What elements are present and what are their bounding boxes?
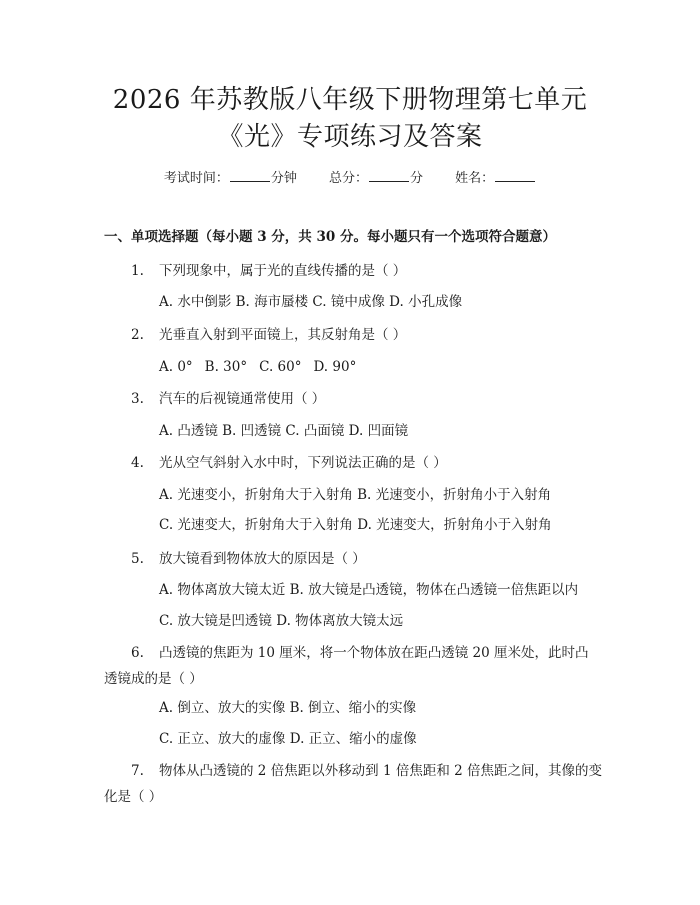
question-stem: 光从空气斜射入水中时，下列说法正确的是（ ） <box>159 455 447 471</box>
name-label: 姓名： <box>455 171 495 186</box>
question-stem: 下列现象中，属于光的直线传播的是（ ） <box>159 263 407 279</box>
question-6-options-2 <box>159 730 420 748</box>
name-blank <box>495 169 535 182</box>
option-line: A. 物体离放大镜太近 B. 放大镜是凸透镜，物体在凸透镜一倍焦距以内 <box>159 582 579 598</box>
question-number: 2. <box>131 327 144 343</box>
title-line-1: 2026 年苏教版八年级下册物理第七单元 <box>112 85 588 115</box>
option-line: A. 水中倒影 B. 海市蜃楼 C. 镜中成像 D. 小孔成像 <box>159 294 463 310</box>
student-name <box>455 169 536 188</box>
time-blank <box>230 169 270 182</box>
exam-meta <box>0 169 700 188</box>
question-6-options-1 <box>159 699 419 717</box>
question-3-options <box>159 422 411 440</box>
question-2-options <box>159 358 368 376</box>
question-3 <box>131 390 325 408</box>
question-4 <box>131 454 447 472</box>
question-1 <box>131 262 406 280</box>
title-line-2: 《光》专项练习及答案 <box>217 122 483 152</box>
question-number: 6. <box>131 645 144 661</box>
option-line: A. 光速变小，折射角大于入射角 B. 光速变小，折射角小于入射角 <box>159 487 552 503</box>
question-number: 1. <box>131 263 144 279</box>
question-4-options-1 <box>159 486 554 504</box>
question-4-options-2 <box>159 516 555 534</box>
question-number: 5. <box>131 551 144 567</box>
question-stem: 汽车的后视镜通常使用（ ） <box>159 391 326 407</box>
time-label: 考试时间： <box>163 171 229 186</box>
total-score <box>329 169 423 188</box>
question-number: 3. <box>131 391 144 407</box>
score-blank <box>369 169 409 182</box>
option-line: C. 放大镜是凹透镜 D. 物体离放大镜太远 <box>159 613 404 629</box>
time-unit: 分钟 <box>270 171 297 186</box>
option-line: A. 倒立、放大的实像 B. 倒立、缩小的实像 <box>159 700 417 716</box>
section-title: 一、单项选择题（每小题 3 分，共 30 分。每小题只有一个选项符合题意） <box>104 229 556 245</box>
option-c: C. 60° <box>259 359 302 375</box>
question-1-options <box>159 293 465 311</box>
score-label: 总分： <box>328 171 368 186</box>
question-2 <box>131 326 406 344</box>
question-6 <box>104 640 602 692</box>
question-number: 4. <box>131 455 144 471</box>
question-stem: 放大镜看到物体放大的原因是（ ） <box>159 551 366 567</box>
option-line: A. 凸透镜 B. 凹透镜 C. 凸面镜 D. 凹面镜 <box>159 423 409 439</box>
question-5-options-2 <box>159 612 406 630</box>
score-unit: 分 <box>410 171 424 186</box>
question-stem: 物体从凸透镜的 2 倍焦距以外移动到 1 倍焦距和 2 倍焦距之间，其像的变化是（ ） <box>104 763 603 805</box>
exam-time <box>164 169 297 188</box>
question-5-options-1 <box>159 581 581 599</box>
question-stem: 光垂直入射到平面镜上，其反射角是（ ） <box>159 327 407 343</box>
question-number: 7. <box>131 763 144 779</box>
option-line: C. 光速变大，折射角大于入射角 D. 光速变大，折射角小于入射角 <box>159 517 552 533</box>
option-line: C. 正立、放大的虚像 D. 正立、缩小的虚像 <box>159 731 417 747</box>
question-5 <box>131 550 366 568</box>
question-7 <box>104 758 602 810</box>
option-a: A. 0° <box>159 359 193 375</box>
option-d: D. 90° <box>313 359 357 375</box>
question-stem: 凸透镜的焦距为 10 厘米，将一个物体放在距凸透镜 20 厘米处，此时凸透镜成的是（ ） <box>104 645 589 687</box>
option-b: B. 30° <box>204 359 248 375</box>
